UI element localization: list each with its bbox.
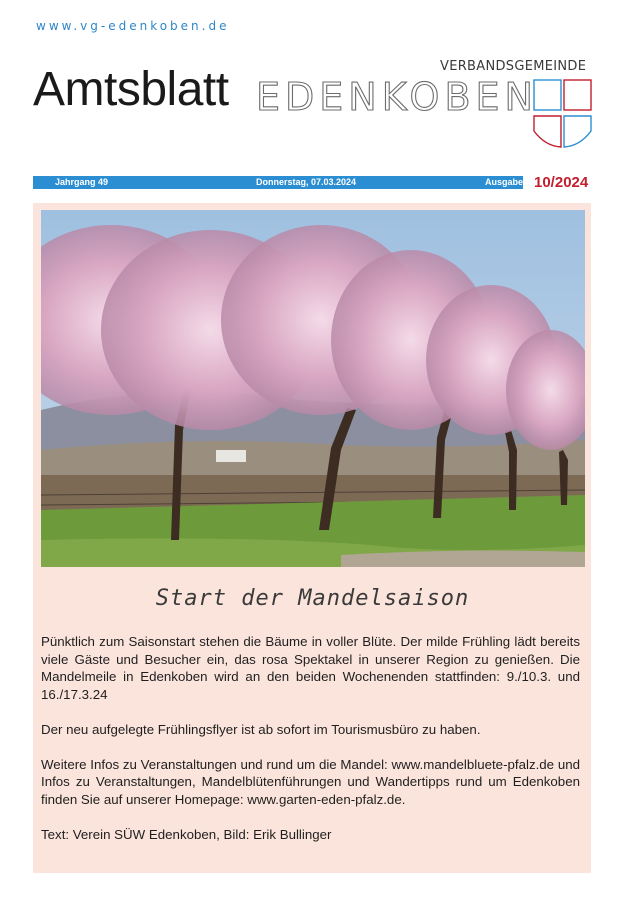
paragraph-flyer: Der neu aufgelegte Frühlingsflyer ist ab sofort im Tourismusbüro zu haben. [41,721,481,737]
publication-title: Amtsblatt [33,63,229,116]
volume-label: Jahrgang 49 [55,177,109,187]
coat-of-arms-logo [533,79,593,151]
almond-blossom-photo [41,210,585,567]
municipality-name: EDENKOBEN [256,75,538,119]
edition-label: Ausgabe [485,177,524,187]
date-label: Donnerstag, 07.03.2024 [256,177,357,187]
municipality-label: VERBANDSGEMEINDE [440,59,587,74]
paragraph-credits: Text: Verein SÜW Edenkoben, Bild: Erik Bullinger [41,826,332,842]
article-headline: Start der Mandelsaison [155,586,470,611]
website-url[interactable]: www.vg-edenkoben.de [36,19,230,33]
issue-info-bar [33,176,523,189]
article-body [41,633,580,861]
paragraph-intro: Pünktlich zum Saisonstart stehen die Bäume in voller Blüte. Der milde Frühling lädt bereits viele Gäste und Besucher ein, das rosa Spektakel in unserer Region zu genießen. Die Mandelmeile in Edenkoben wird an den beiden Wochenenden stattfinden: 9./10.3. und 16./17.3.24 [41,634,580,702]
paragraph-more-info: Weitere Infos zu Veranstaltungen und rund um die Mandel: www.mandelbluete-pfalz.de und Infos zu Veranstaltungen, Mandelblütenführungen und Wandertipps rund um Edenkoben finden Sie auf unserer Homepage: www.garten-eden-pfalz.de. [41,756,580,807]
edition-number: 10/2024 [534,174,589,191]
